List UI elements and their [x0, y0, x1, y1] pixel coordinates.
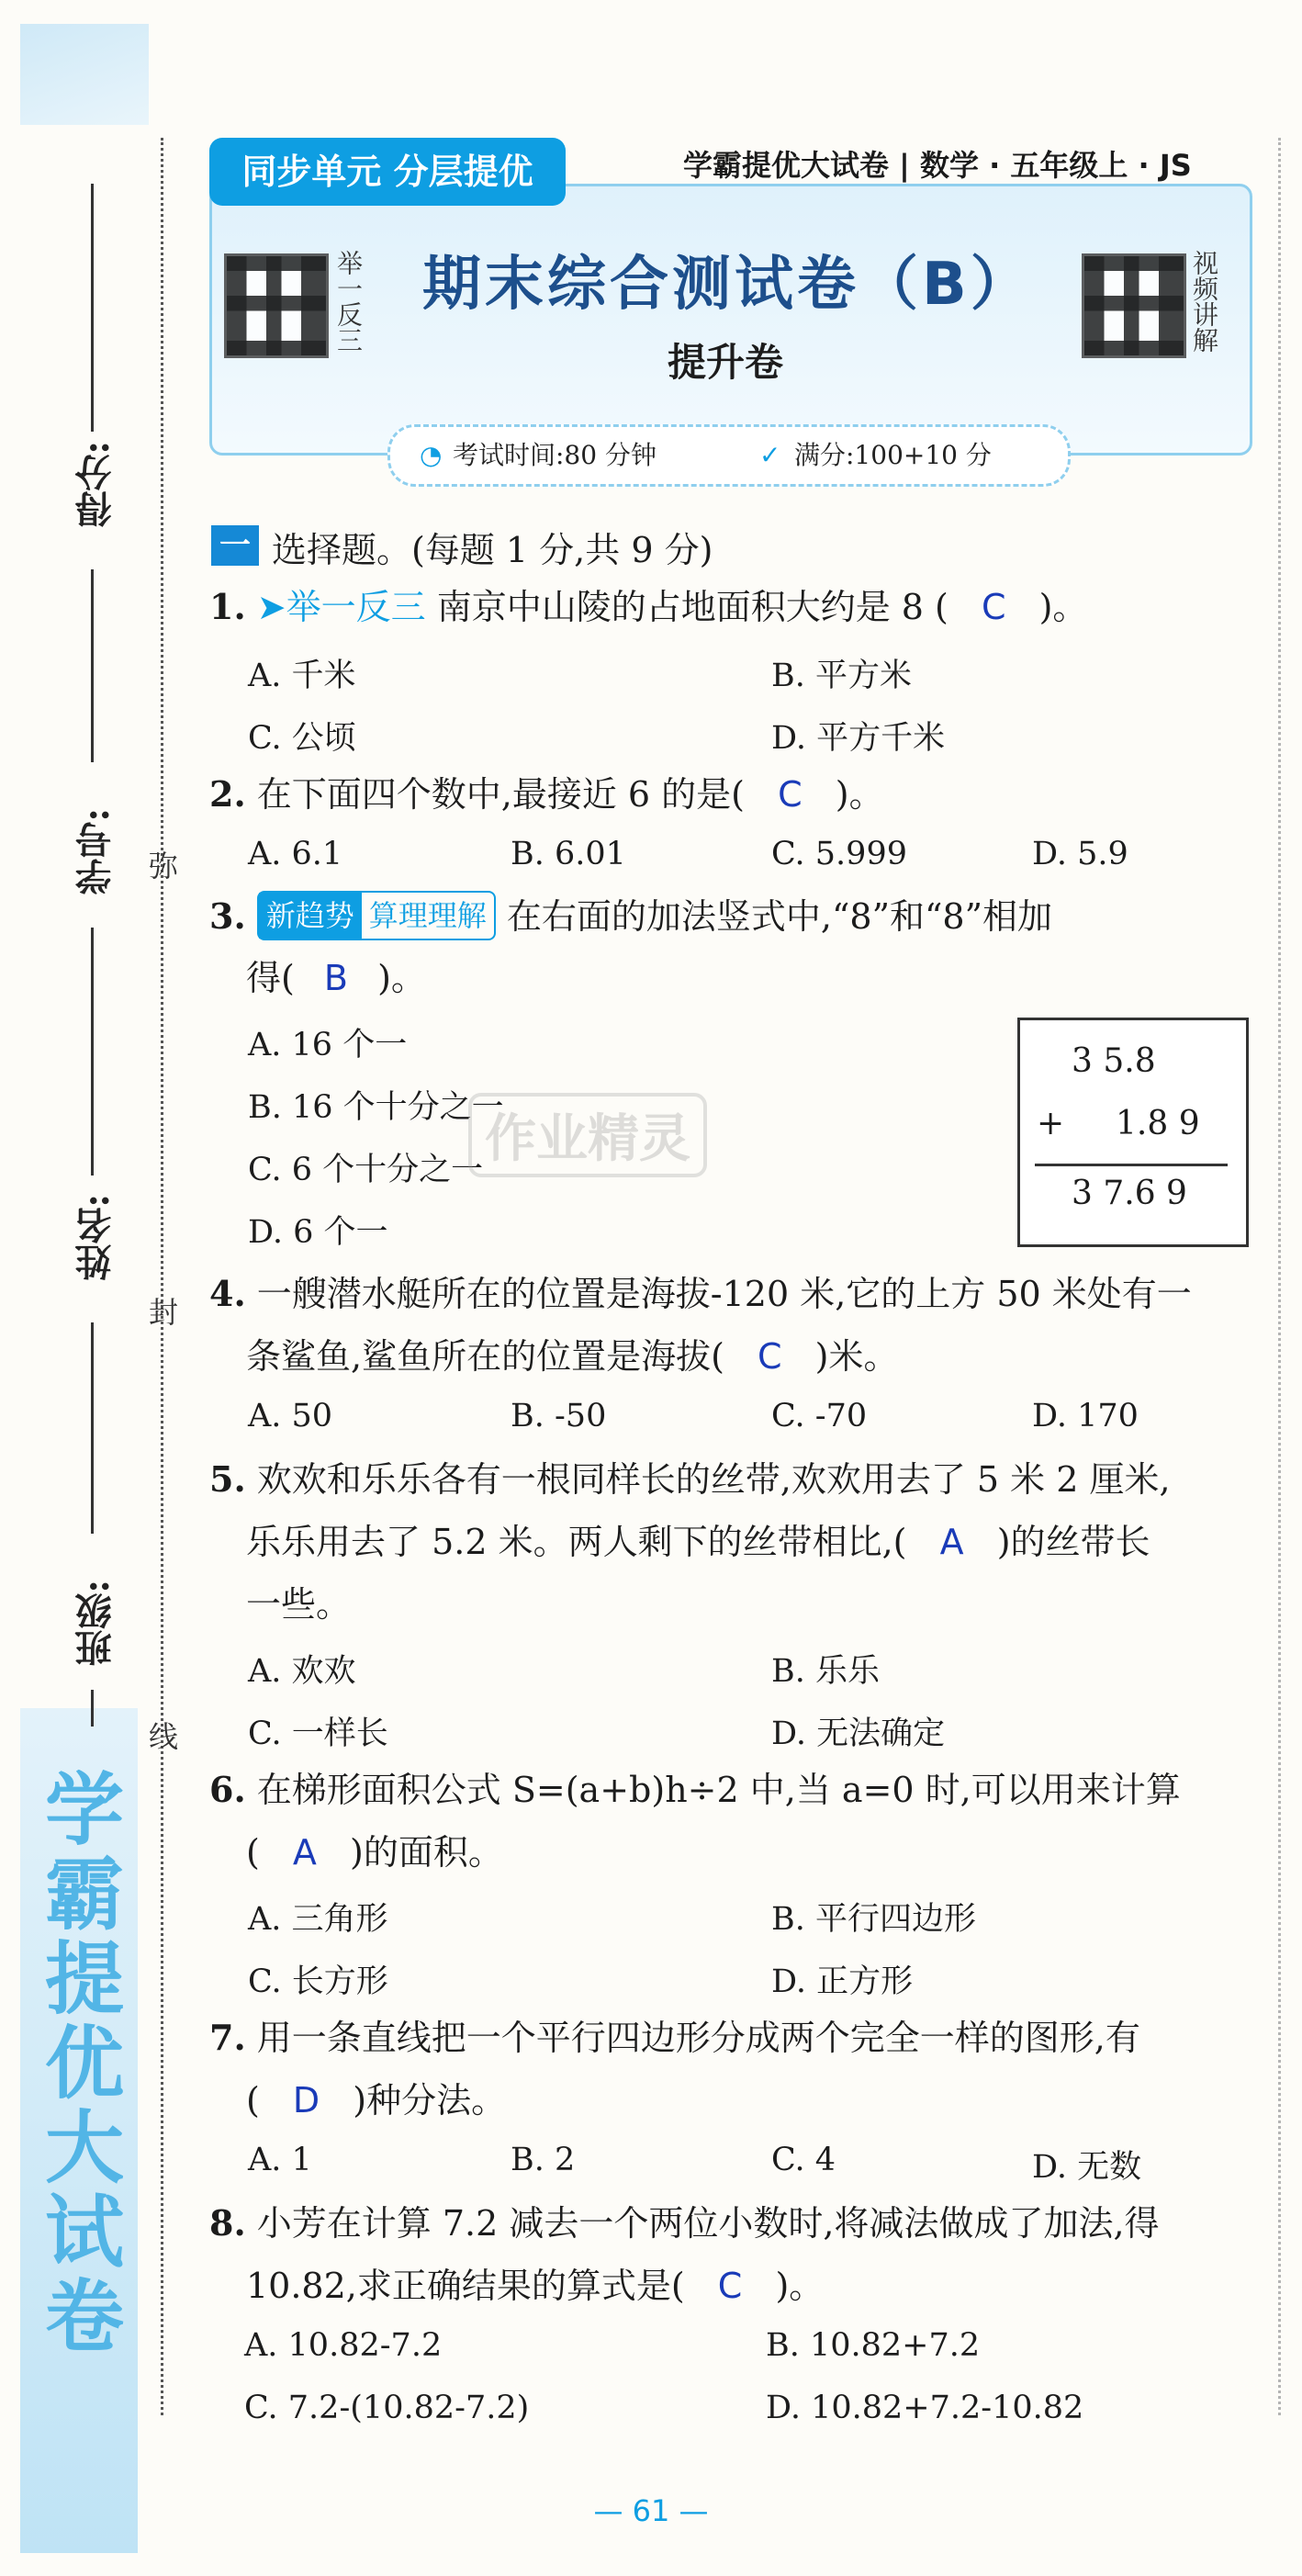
answer-2[interactable]: C — [778, 774, 803, 815]
exam-time: 考试时间:80 分钟 — [453, 440, 657, 470]
decor-block-top — [20, 24, 149, 125]
question-8 — [209, 2200, 1160, 2246]
question-number: 8. — [209, 2202, 246, 2244]
option-3a: A. 16 个一 — [248, 1027, 408, 1063]
option-1c: C. 公顷 — [248, 720, 356, 757]
question-6 — [209, 1767, 1181, 1813]
answer-1[interactable]: C — [981, 587, 1006, 627]
score-line — [91, 184, 94, 432]
question-text: 条鲨鱼,鲨鱼所在的位置是海拔( — [246, 1336, 724, 1377]
question-5-line2 — [246, 1519, 1150, 1565]
addend-1: 3 5.8 — [1072, 1042, 1156, 1080]
question-text: 一艘潜水艇所在的位置是海拔-120 米,它的上方 50 米处有一 — [256, 1274, 1192, 1314]
sum-result: 3 7.6 9 — [1072, 1175, 1187, 1212]
right-dotted-border — [1278, 138, 1281, 2415]
question-text: 在下面四个数中,最接近 6 的是( — [256, 774, 746, 815]
option-3b: B. 16 个十分之一 — [248, 1089, 504, 1126]
answer-8[interactable]: C — [717, 2266, 743, 2306]
option-7b: B. 2 — [511, 2142, 576, 2178]
option-4c: C. -70 — [771, 1398, 868, 1434]
question-5 — [209, 1457, 1171, 1502]
option-5b: B. 乐乐 — [771, 1653, 880, 1690]
option-4b: B. -50 — [511, 1398, 607, 1434]
question-text-end: )的面积。 — [350, 1832, 503, 1873]
binding-margin — [0, 0, 145, 2576]
addend-2: 1.8 9 — [1116, 1105, 1200, 1142]
seal-line — [161, 138, 163, 2415]
watermark: 作业精灵 — [468, 1093, 707, 1177]
question-tag-box — [257, 891, 496, 940]
question-1 — [209, 584, 1087, 630]
question-text-end: )。 — [775, 2266, 825, 2306]
option-8d: D. 10.82+7.2-10.82 — [766, 2390, 1084, 2426]
tag-new-trend: 新趋势 — [259, 893, 362, 939]
option-7c: C. 4 — [771, 2142, 836, 2178]
vertical-addition — [1017, 1018, 1249, 1247]
question-text: 用一条直线把一个平行四边形分成两个完全一样的图形,有 — [256, 2018, 1140, 2058]
option-8b: B. 10.82+7.2 — [766, 2327, 981, 2364]
plus-sign: + — [1037, 1105, 1065, 1142]
question-text-end: )。 — [835, 774, 884, 815]
question-number: 7. — [209, 2017, 246, 2058]
option-8c: C. 7.2-(10.82-7.2) — [244, 2390, 530, 2426]
question-number: 3. — [209, 895, 246, 937]
option-3d: D. 6 个一 — [248, 1214, 388, 1251]
option-8a: A. 10.82-7.2 — [244, 2327, 443, 2364]
answer-7[interactable]: D — [292, 2080, 320, 2120]
question-text-end: )种分法。 — [353, 2080, 507, 2120]
name-line-top — [91, 928, 94, 1176]
exam-title: 期末综合测试卷（B） — [422, 251, 1033, 319]
tag-reasoning: 算理理解 — [368, 898, 487, 933]
question-number: 1. — [209, 586, 246, 627]
question-4-line2 — [246, 1333, 898, 1379]
question-2 — [209, 771, 884, 817]
option-6c: C. 长方形 — [248, 1963, 388, 2000]
question-8-line2 — [246, 2263, 824, 2309]
question-6-line2 — [246, 1829, 503, 1875]
class-label: 班级: — [74, 1580, 118, 1667]
question-text: 在右面的加法竖式中,“8”和“8”相加 — [506, 896, 1053, 937]
answer-6[interactable]: A — [292, 1832, 317, 1873]
option-1d: D. 平方千米 — [771, 720, 946, 757]
option-2c: C. 5.999 — [771, 836, 907, 872]
page-number: — 61 — — [593, 2493, 709, 2528]
option-5d: D. 无法确定 — [771, 1715, 946, 1752]
student-id-label: 学号: — [74, 808, 118, 895]
question-3 — [209, 891, 1052, 940]
option-7a: A. 1 — [248, 2142, 312, 2178]
option-2a: A. 6.1 — [248, 836, 343, 872]
clock-icon: ◔ — [420, 440, 443, 470]
question-number: 4. — [209, 1273, 246, 1314]
option-5a: A. 欢欢 — [248, 1653, 356, 1690]
question-5-line3: 一些。 — [246, 1584, 352, 1625]
question-text-end: )米。 — [814, 1336, 899, 1377]
question-text-end: )。 — [377, 958, 426, 998]
question-3-line2 — [246, 955, 426, 1001]
seal-char-2: 封 — [148, 1295, 178, 1330]
qr-code-left-icon[interactable] — [224, 253, 329, 358]
option-2b: B. 6.01 — [511, 836, 626, 872]
question-number: 2. — [209, 773, 246, 815]
question-text: ( — [246, 2080, 260, 2120]
sum-line — [1035, 1164, 1228, 1166]
option-6a: A. 三角形 — [248, 1901, 388, 1938]
question-text: 小芳在计算 7.2 减去一个两位小数时,将减法做成了加法,得 — [256, 2203, 1160, 2244]
question-text: 乐乐用去了 5.2 米。两人剩下的丝带相比,( — [246, 1522, 907, 1562]
section-title: 选择题。(每题 1 分,共 9 分) — [272, 530, 713, 570]
question-text: 在梯形面积公式 S=(a+b)h÷2 中,当 a=0 时,可以用来计算 — [256, 1770, 1181, 1810]
option-6d: D. 正方形 — [771, 1963, 914, 2000]
option-7d: D. 无数 — [1032, 2149, 1142, 2186]
question-7 — [209, 2015, 1140, 2061]
question-text: 10.82,求正确结果的算式是( — [246, 2266, 685, 2306]
option-5c: C. 一样长 — [248, 1715, 388, 1752]
option-6b: B. 平行四边形 — [771, 1901, 976, 1938]
section-number-badge: 一 — [211, 525, 259, 566]
question-text: 南京中山陵的占地面积大约是 8 ( — [436, 587, 948, 627]
qr-code-right-icon[interactable] — [1082, 253, 1186, 358]
answer-3[interactable]: B — [323, 958, 348, 998]
answer-4[interactable]: C — [758, 1336, 782, 1377]
question-number: 5. — [209, 1458, 246, 1500]
qr-right-label: 视频讲解 — [1189, 250, 1219, 353]
option-2d: D. 5.9 — [1032, 836, 1128, 872]
qr-left-label: 举一反三 — [333, 250, 364, 353]
name-label: 姓名: — [74, 1194, 118, 1281]
question-4 — [209, 1271, 1192, 1317]
question-text-end: )的丝带长 — [996, 1522, 1150, 1562]
vertical-brand-logo: 学霸提优大试卷 — [31, 1768, 123, 2359]
question-text: ( — [246, 1832, 260, 1873]
option-1a: A. 千米 — [248, 658, 356, 694]
question-number: 6. — [209, 1769, 246, 1810]
exam-info-box — [387, 424, 1071, 487]
question-7-line2 — [246, 2077, 506, 2123]
class-line-bottom — [91, 1690, 94, 1727]
question-text: 得( — [246, 958, 295, 998]
check-icon: ✓ — [759, 440, 781, 470]
option-4a: A. 50 — [248, 1398, 333, 1434]
option-3c: C. 6 个十分之一 — [248, 1152, 484, 1188]
option-1b: B. 平方米 — [771, 658, 912, 694]
brand-line: 学霸提优大试卷 | 数学 · 五年级上 · JS — [683, 148, 1192, 183]
score-label: 得分: — [74, 441, 118, 528]
question-text: 欢欢和乐乐各有一根同样长的丝带,欢欢用去了 5 米 2 厘米, — [256, 1459, 1171, 1500]
exam-subtitle: 提升卷 — [667, 340, 783, 385]
seal-char-3: 线 — [148, 1719, 178, 1754]
unit-badge: 同步单元 分层提优 — [209, 138, 566, 206]
seal-char-1: 弥 — [148, 849, 178, 883]
option-4d: D. 170 — [1032, 1398, 1139, 1434]
student-id-line-top — [91, 569, 94, 762]
class-line-top — [91, 1322, 94, 1534]
question-tag: ➤举一反三 — [256, 587, 426, 627]
question-text-end: )。 — [1038, 587, 1088, 627]
answer-5[interactable]: A — [939, 1522, 964, 1562]
full-score: 满分:100+10 分 — [794, 440, 992, 470]
